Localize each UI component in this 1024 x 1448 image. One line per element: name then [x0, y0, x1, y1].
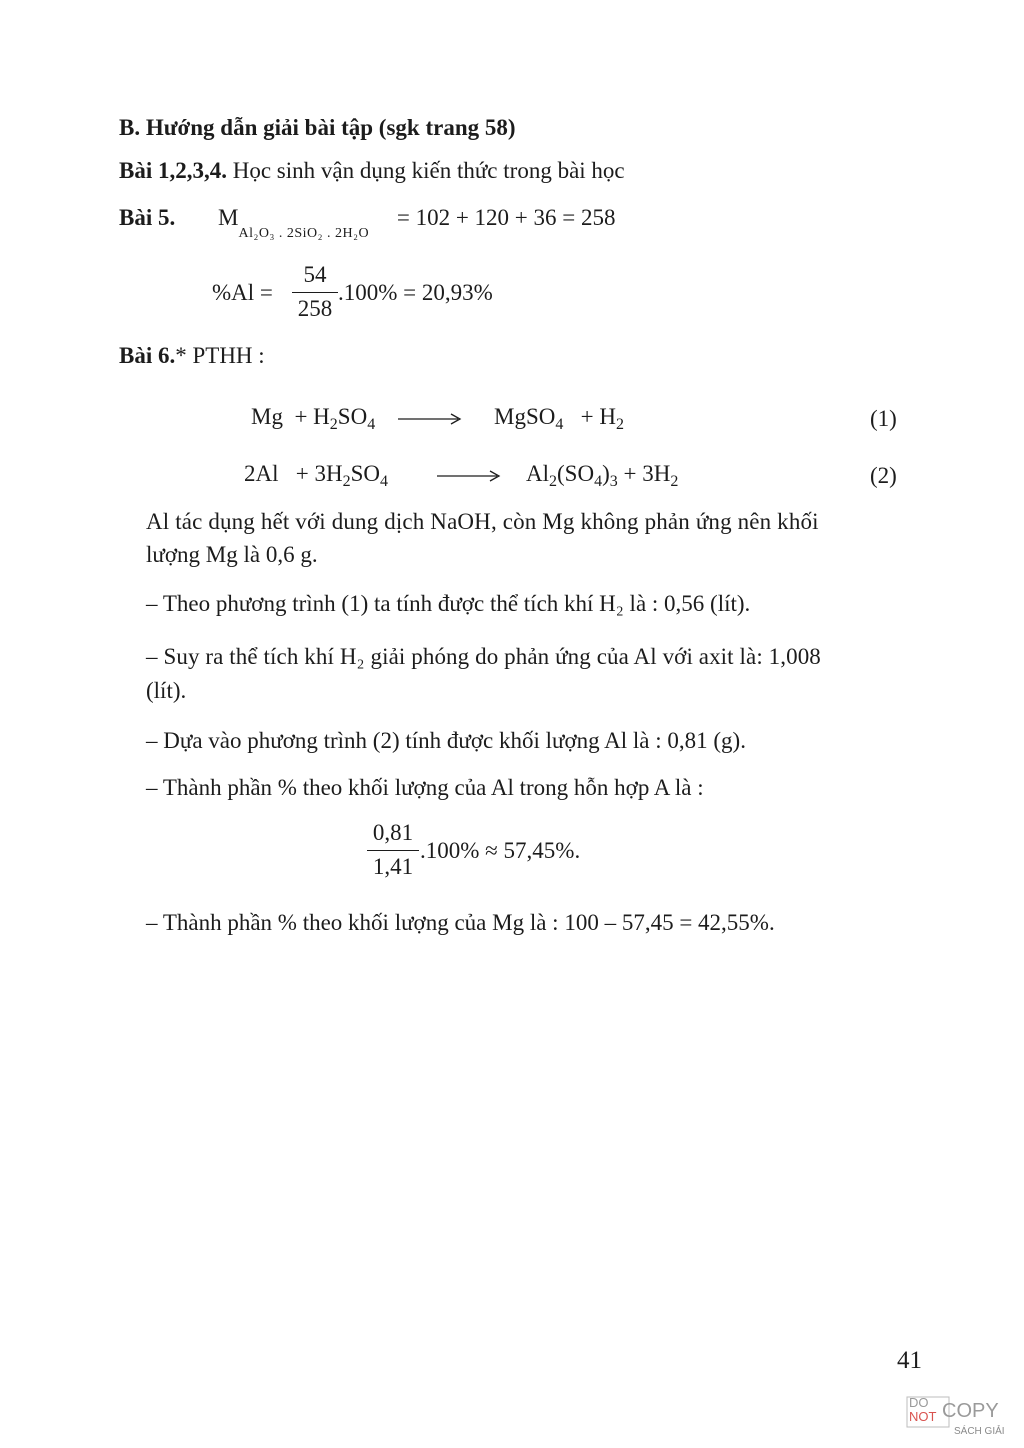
al-percent-line: – Thành phần % theo khối lượng của Al trong hỗn hợp A là : — [146, 775, 704, 800]
fraction-bar — [292, 292, 338, 293]
do-not-copy-logo — [906, 1396, 1010, 1442]
exercise-5-label: Bài 5. — [119, 205, 176, 230]
h2-al-volume-line: – Suy ra thể tích khí H₂ giải phóng do phản ứng của Al với axit là: 1,008 — [146, 644, 821, 669]
exercise-1-4-label: Bài 1,2,3,4. — [119, 158, 227, 183]
fraction-bar — [367, 850, 419, 851]
equation-2-right: $Al_2(SO_4)_3 + 3H_2$ — [526, 461, 679, 490]
exercise-6-label-tail: * PTHH : — [175, 343, 265, 368]
reaction-arrow-icon — [437, 469, 501, 483]
al-percent-result: .100% ≈ 57,45%. — [420, 838, 581, 863]
watermark-copy: COPY — [942, 1400, 999, 1422]
fraction-denominator: 1,41 — [372, 854, 414, 880]
fraction-081-141 — [367, 820, 419, 880]
percent-al-label: %Al = — [212, 280, 273, 305]
fraction-54-258 — [292, 262, 338, 322]
equation-2-number: (2) — [870, 463, 897, 488]
watermark-do: DO — [909, 1395, 929, 1410]
fraction-denominator: 258 — [297, 296, 333, 322]
percent-al-result: .100% = 20,93% — [338, 280, 493, 305]
molar-formula-subscript: Al₂O₃ . 2SiO₂ . 2H₂O — [238, 226, 370, 241]
h2-al-volume-line-cont: (lít). — [146, 678, 187, 703]
molar-value: = 102 + 120 + 36 = 258 — [396, 205, 616, 230]
paragraph-line: lượng Mg là 0,6 g. — [146, 542, 318, 567]
page-number: 41 — [897, 1347, 922, 1374]
h2-volume-line: – Theo phương trình (1) ta tính được thể tích khí H₂ là : 0,56 (lít). — [146, 591, 751, 616]
equation-1-left: $Mg + H_2SO_4$ — [251, 404, 376, 433]
exercise-1-4-text: Học sinh vận dụng kiến thức trong bài học — [232, 158, 625, 183]
reaction-arrow-icon — [398, 412, 462, 426]
paragraph-line: Al tác dụng hết với dung dịch NaOH, còn Mg không phản ứng nên khối — [146, 509, 819, 534]
fraction-numerator: 0,81 — [372, 820, 414, 845]
molar-mass-expression — [218, 204, 616, 241]
watermark-brand: SÁCH GIẢI — [954, 1426, 1005, 1437]
watermark-not: NOT — [909, 1409, 937, 1424]
exercise-1-4 — [119, 157, 625, 185]
equation-1-right: MgSO$_4$ + $H_2$ — [494, 404, 624, 433]
al-mass-line: – Dựa vào phương trình (2) tính được khối lượng Al là : 0,81 (g). — [146, 728, 746, 753]
exercise-6-heading — [119, 342, 265, 370]
equation-1-number: (1) — [870, 406, 897, 431]
molar-symbol: M — [218, 205, 239, 230]
section-title: B. Hướng dẫn giải bài tập (sgk trang 58) — [119, 115, 516, 140]
mg-percent-line: – Thành phần % theo khối lượng của Mg là : 100 – 57,45 = 42,55%. — [146, 910, 775, 935]
equation-2-left: $2Al + 3H_2SO_4$ — [244, 461, 388, 490]
fraction-numerator: 54 — [303, 262, 327, 287]
exercise-6-label: Bài 6. — [119, 343, 176, 368]
